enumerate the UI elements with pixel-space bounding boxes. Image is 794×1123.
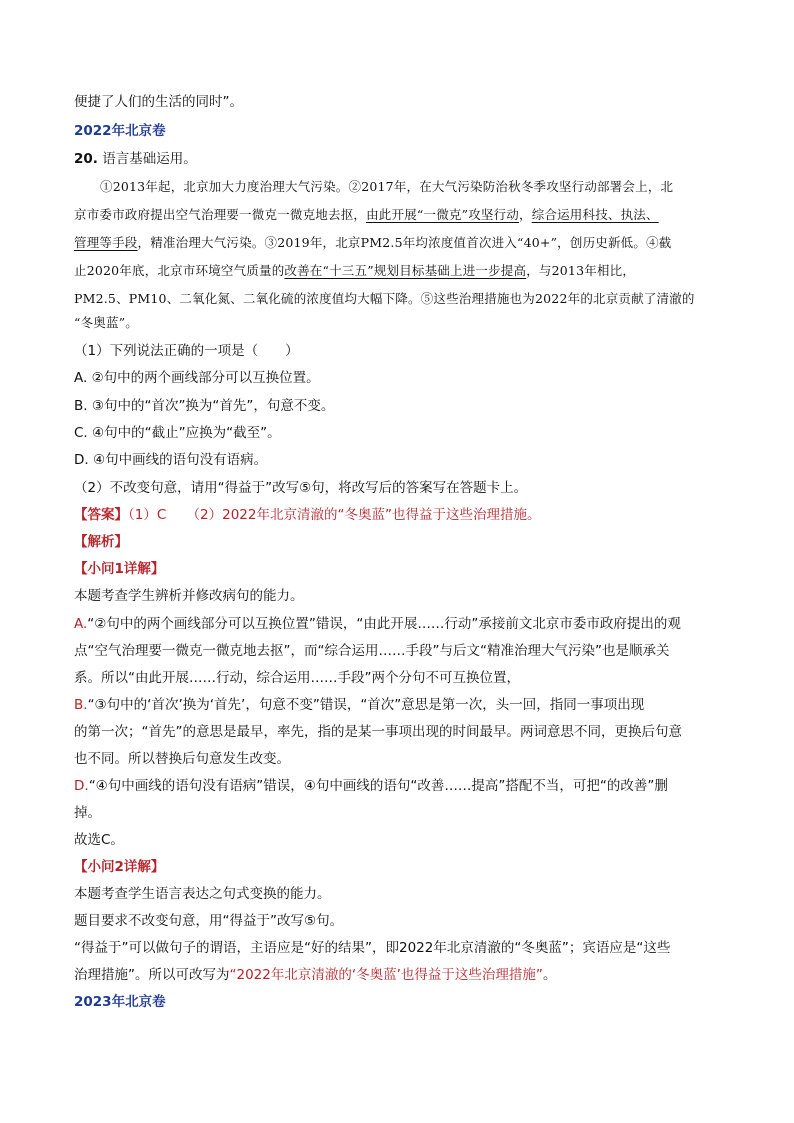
answer-line <box>74 505 540 525</box>
option-c: C. ④句中的“截止”应换为“截至”。 <box>74 425 281 441</box>
section-year-2023: 2023年北京卷 <box>74 994 166 1010</box>
answer-tag: 【答案】 <box>74 507 128 523</box>
sub2-text: 。 <box>542 967 557 983</box>
sub2-line-2 <box>74 965 556 985</box>
top-line: 便捷了人们的生活的同时”。 <box>74 94 243 110</box>
exp-d-text: “④句中画线的语句没有语病”错误，④句中画线的语句“改善……提高”搭配不当，可把“的改善”删 <box>88 778 668 794</box>
sub2-line-1: “得益于”可以做句子的谓语，主语应是“好的结果”，即2022年北京清澈的“冬奥蓝”；宾语应是“这些 <box>74 940 671 956</box>
passage-text: ， <box>519 207 532 222</box>
sub2-tag: 【小问2详解】 <box>74 859 165 875</box>
exp-a-text: “②句中的两个画线部分可以互换位置”错误，“由此开展……行动”承接前文北京市委市政府提出的观 <box>87 616 681 632</box>
exp-b-text: “③句中的‘首次’换为‘首先’，句意不变”错误，“首次”意思是第一次，头一回，指同一事项出现 <box>87 697 645 713</box>
option-b: B. ③句中的“首次”换为“首先”，句意不变。 <box>74 398 335 414</box>
passage-text: 京市委市政府提出空气治理要一微克一微克地去抠， <box>74 207 367 222</box>
exp-b-line-3: 也不同。所以替换后句意发生改变。 <box>74 751 290 767</box>
exp-b-label: B. <box>74 697 88 713</box>
passage-text: ，精准治理大气污染。③2019年，北京PM2.5年均浓度值首次进入“40+”，创历史新低。④截 <box>137 235 672 250</box>
passage-text: ，与2013年相比， <box>526 263 636 278</box>
exp-b-line-2: 的第一次；“首先”的意思是最早，率先，指的是某一事项出现的时间最早。两词意思不同，更换后句意 <box>74 724 682 740</box>
underlined-phrase-2: 综合运用科技、执法、 <box>531 207 659 222</box>
sub1-tag: 【小问1详解】 <box>74 561 165 577</box>
exp-a-label: A. <box>74 616 88 632</box>
question-heading <box>74 149 197 169</box>
analysis-tag: 【解析】 <box>74 534 128 550</box>
exp-d-line-1 <box>74 776 668 796</box>
exp-a-line-3: 系。所以“由此开展……行动，综合运用……手段”两个分句不可互换位置， <box>74 670 520 686</box>
exp-a-line-2: 点“空气治理要一微克一微克地去抠”，而“综合运用……手段”与后文“精准治理大气污染”也是顺承关 <box>74 643 670 659</box>
underlined-phrase-2-cont: 管理等手段 <box>74 235 138 250</box>
sub-question-1: （1）下列说法正确的一项是（ ） <box>74 343 299 359</box>
exp-d-line-2: 掉。 <box>74 805 101 821</box>
passage-line-1: ①2013年起，北京加大力度治理大气污染。②2017年，在大气污染防治秋冬季攻坚行动部署会上，北 <box>100 179 674 194</box>
underlined-phrase-1: 由此开展“一微克”攻坚行动 <box>366 207 519 222</box>
exp-b-line-1 <box>74 695 644 715</box>
passage-line-6: “冬奥蓝”。 <box>74 315 138 330</box>
passage-line-5: PM2.5、PM10、二氧化氮、二氧化硫的浓度值均大幅下降。⑤这些治理措施也为2022年的北京贡献了清澈的 <box>74 291 695 306</box>
answer-text: （1）C （2）2022年北京清澈的“冬奥蓝”也得益于这些治理措施。 <box>128 507 541 523</box>
exp-a-line-1 <box>74 614 681 634</box>
sub1-intro: 本题考查学生辨析并修改病句的能力。 <box>74 588 304 604</box>
option-d: D. ④句中画线的语句没有语病。 <box>74 452 268 468</box>
exp-d-label: D. <box>74 778 89 794</box>
question-number: 20. <box>74 151 98 167</box>
passage-line-4 <box>74 261 635 281</box>
passage-line-2 <box>74 205 659 225</box>
sub2-text: 治理措施”。所以可改写为 <box>74 967 230 983</box>
sub2-requirement: 题目要求不改变句意，用“得益于”改写⑤句。 <box>74 913 344 929</box>
passage-text: 止2020年底，北京市环境空气质量的 <box>74 263 285 278</box>
passage-line-3 <box>74 233 671 253</box>
question-title: 语言基础运用。 <box>102 151 197 167</box>
section-year-2022: 2022年北京卷 <box>74 123 166 139</box>
option-a: A. ②句中的两个画线部分可以互换位置。 <box>74 370 320 386</box>
sub2-intro: 本题考查学生语言表达之句式变换的能力。 <box>74 886 331 902</box>
underlined-phrase-3: 改善在“十三五”规划目标基础上进一步提高 <box>284 263 527 278</box>
choose-line: 故选C。 <box>74 832 124 848</box>
rewritten-sentence: “2022年北京清澈的‘冬奥蓝’也得益于这些治理措施” <box>229 967 543 983</box>
sub-question-2: （2）不改变句意，请用“得益于”改写⑤句，将改写后的答案写在答题卡上。 <box>74 480 528 496</box>
